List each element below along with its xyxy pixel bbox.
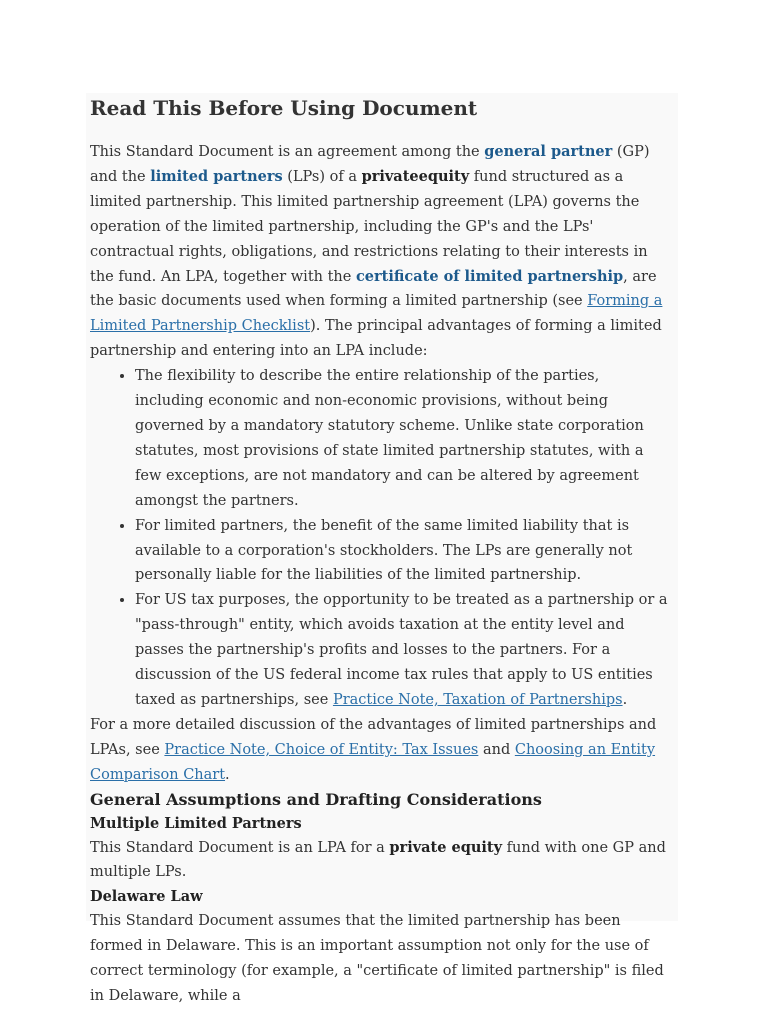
- term-certificate-of-limited-partnership[interactable]: certificate of limited partnership: [355, 267, 624, 285]
- delaware-paragraph: This Standard Document assumes that the limited partnership has been formed in Delaware. This is an important assumption not only for the use of correct terminology (for example, a "certificate of limited partnership" is filed in Delaware, while a: [90, 913, 664, 1005]
- term-private-equity-2: private equity: [389, 838, 503, 856]
- term-general-partner[interactable]: general partner: [484, 143, 613, 160]
- intro-paragraph: [90, 140, 670, 1009]
- multiple-paragraph: This Standard Document is an LPA for a private equity fund with one GP and multiple LPs.: [90, 838, 666, 881]
- list-item: • For US tax purposes, the opportunity to be treated as a partnership or a "pass-through" entity, which avoids taxation at the entity level and passes the partnership's profits and losses to the partners. For a discussion of the US federal income tax rules that apply to US entities taxed as partnerships, see Practice Note, Taxation of Partnerships.: [135, 588, 670, 713]
- intro-text: (LPs) of a: [282, 168, 362, 185]
- section-heading-general: General Assumptions and Drafting Considerations: [90, 789, 542, 809]
- term-limited-partners[interactable]: limited partners: [150, 167, 283, 185]
- subheading-multiple-partners: Multiple Limited Partners: [90, 814, 302, 832]
- link-forming-lp-checklist[interactable]: Forming a Limited Partnership Checklist: [90, 293, 663, 335]
- intro-text: (GP) and the: [90, 144, 650, 185]
- advantages-list: [90, 364, 670, 713]
- list-item: • The flexibility to describe the entire relationship of the parties, including economic and non-economic provisions, without being governed by a mandatory statutory scheme. Unlike state corporation statutes, most provisions of state limited partnership statutes, with a few exceptions, are not mandatory and can be altered by agreement amongst the partners.: [135, 364, 670, 513]
- term-private-equity: privateequity: [361, 167, 470, 185]
- document-page: [86, 93, 678, 1005]
- list-item: • For limited partners, the benefit of the same limited liability that is available to a corporation's stockholders. The LPs are generally not personally liable for the liabilities of the limited partnership.: [135, 514, 670, 589]
- intro-text: This Standard Document is an agreement among the: [90, 144, 485, 160]
- link-choice-of-entity-tax-issues[interactable]: Practice Note, Choice of Entity: Tax Issues: [164, 741, 479, 758]
- subheading-delaware-law: Delaware Law: [90, 888, 203, 906]
- more-paragraph: For a more detailed discussion of the advantages of limited partnerships and LPAs, see Practice Note, Choice of Entity: Tax Issues and Choosing an Entity Comparison Chart.: [90, 716, 657, 783]
- link-taxation-of-partnerships[interactable]: Practice Note, Taxation of Partnerships: [332, 691, 623, 708]
- intro-text: fund structured as a limited partnership. This limited partnership agreement (LPA) governs the operation of the limited partnership, including the GP's and the LPs' contractual rights, obligations, and restrictions relating to their interests in the fund. An LPA, together with the: [90, 168, 648, 285]
- intro-text: , are the basic documents used when forming a limited partnership (see: [90, 268, 657, 310]
- link-entity-comparison-chart[interactable]: Choosing an Entity Comparison Chart: [90, 741, 656, 783]
- intro-text: ). The principal advantages of forming a limited partnership and entering into an LPA include:: [90, 318, 662, 360]
- document-title: Read This Before Using Document: [90, 96, 478, 120]
